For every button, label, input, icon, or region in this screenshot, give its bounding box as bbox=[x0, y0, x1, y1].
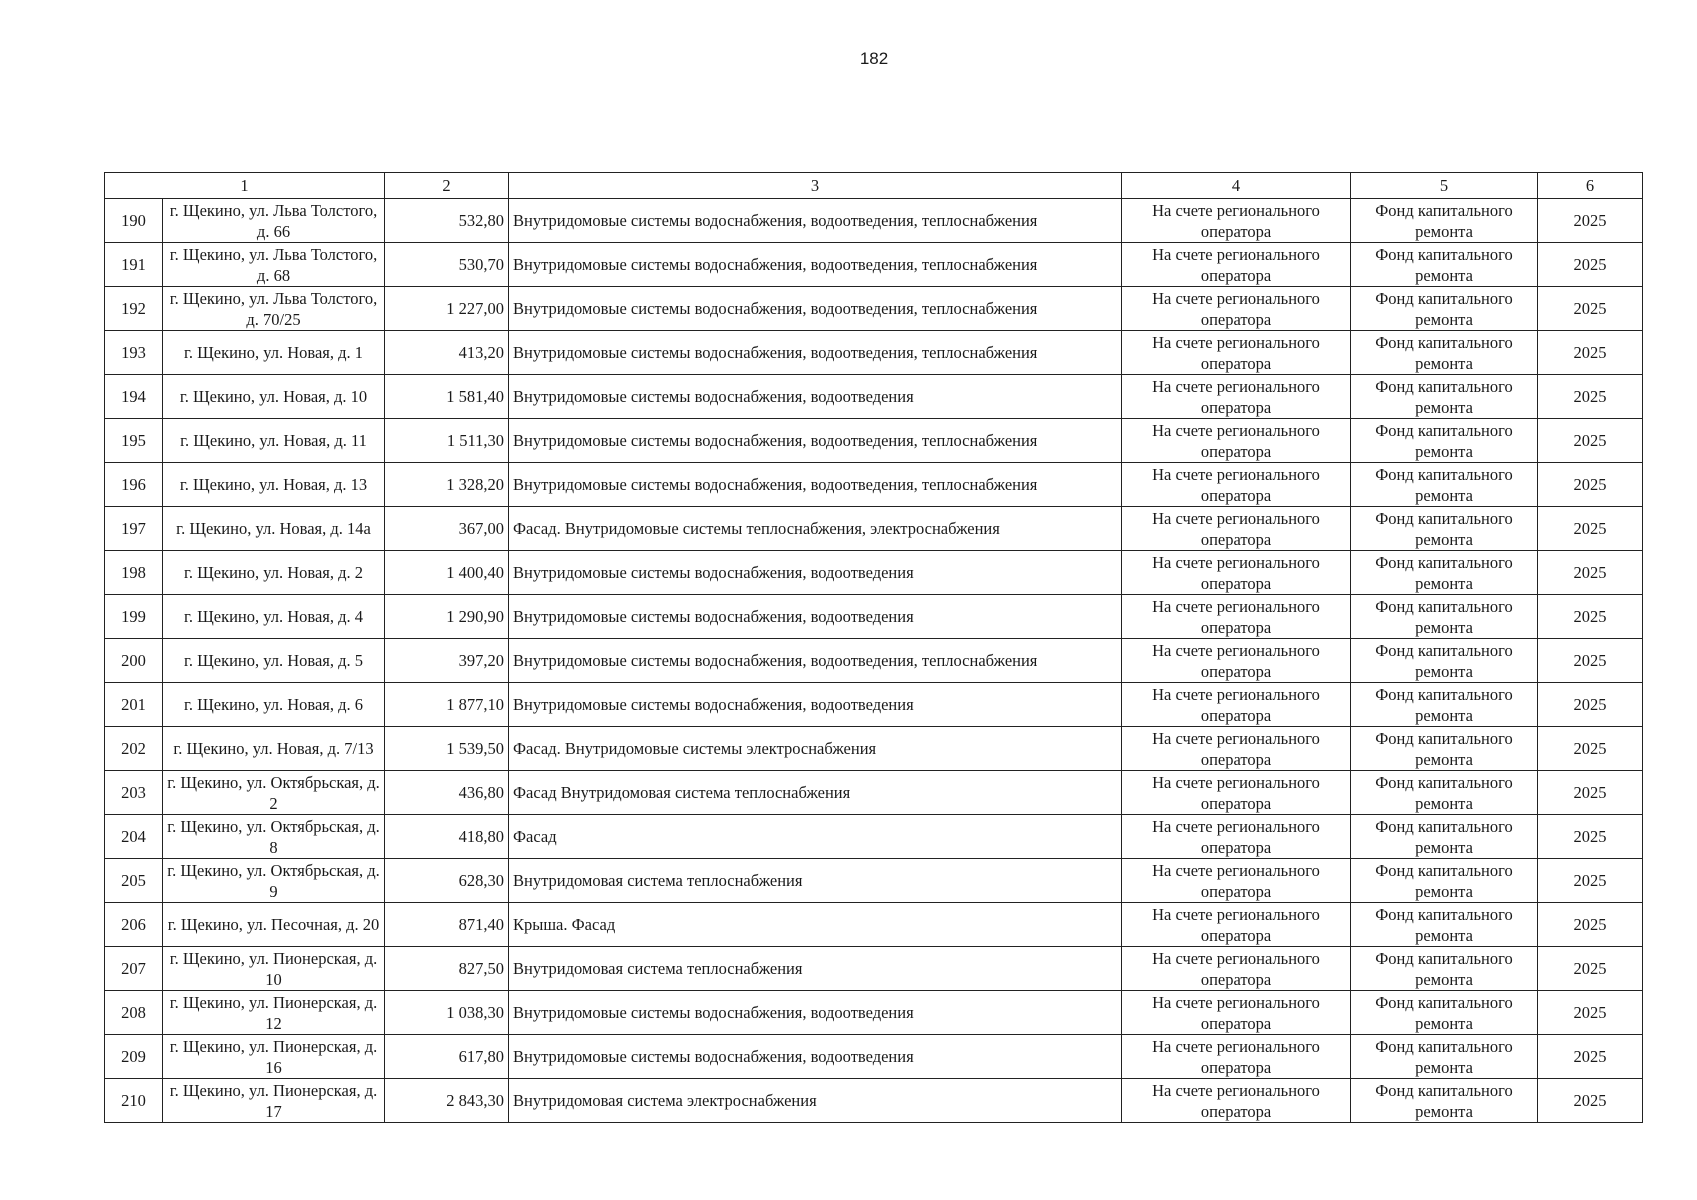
row-number: 208 bbox=[105, 991, 163, 1035]
table-header-row bbox=[105, 173, 1643, 199]
funding-source-cell: Фонд капитального ремонта bbox=[1351, 463, 1538, 507]
account-cell: На счете регионального оператора bbox=[1122, 199, 1351, 243]
funding-source-cell: Фонд капитального ремонта bbox=[1351, 727, 1538, 771]
account-cell: На счете регионального оператора bbox=[1122, 903, 1351, 947]
row-number: 198 bbox=[105, 551, 163, 595]
column-header-3: 3 bbox=[509, 173, 1122, 199]
works-cell: Фасад. Внутридомовые системы теплоснабжения, электроснабжения bbox=[509, 507, 1122, 551]
address-cell: г. Щекино, ул. Песочная, д. 20 bbox=[163, 903, 385, 947]
area-cell: 1 581,40 bbox=[385, 375, 509, 419]
table-row bbox=[105, 287, 1643, 331]
year-cell: 2025 bbox=[1538, 727, 1643, 771]
column-header-2: 2 bbox=[385, 173, 509, 199]
table-row bbox=[105, 991, 1643, 1035]
row-number: 193 bbox=[105, 331, 163, 375]
repair-program-table bbox=[104, 172, 1643, 1123]
table-row bbox=[105, 947, 1643, 991]
funding-source-cell: Фонд капитального ремонта bbox=[1351, 771, 1538, 815]
row-number: 201 bbox=[105, 683, 163, 727]
table-row bbox=[105, 507, 1643, 551]
table-row bbox=[105, 463, 1643, 507]
funding-source-cell: Фонд капитального ремонта bbox=[1351, 551, 1538, 595]
column-header-6: 6 bbox=[1538, 173, 1643, 199]
year-cell: 2025 bbox=[1538, 507, 1643, 551]
works-cell: Внутридомовые системы водоснабжения, водоотведения, теплоснабжения bbox=[509, 331, 1122, 375]
account-cell: На счете регионального оператора bbox=[1122, 639, 1351, 683]
account-cell: На счете регионального оператора bbox=[1122, 419, 1351, 463]
area-cell: 1 877,10 bbox=[385, 683, 509, 727]
works-cell: Фасад bbox=[509, 815, 1122, 859]
row-number: 192 bbox=[105, 287, 163, 331]
address-cell: г. Щекино, ул. Льва Толстого, д. 66 bbox=[163, 199, 385, 243]
table-row bbox=[105, 815, 1643, 859]
address-cell: г. Щекино, ул. Новая, д. 6 bbox=[163, 683, 385, 727]
address-cell: г. Щекино, ул. Октябрьская, д. 2 bbox=[163, 771, 385, 815]
year-cell: 2025 bbox=[1538, 859, 1643, 903]
table-row bbox=[105, 903, 1643, 947]
funding-source-cell: Фонд капитального ремонта bbox=[1351, 903, 1538, 947]
year-cell: 2025 bbox=[1538, 595, 1643, 639]
account-cell: На счете регионального оператора bbox=[1122, 727, 1351, 771]
table-row bbox=[105, 243, 1643, 287]
funding-source-cell: Фонд капитального ремонта bbox=[1351, 639, 1538, 683]
funding-source-cell: Фонд капитального ремонта bbox=[1351, 859, 1538, 903]
row-number: 207 bbox=[105, 947, 163, 991]
table-row bbox=[105, 375, 1643, 419]
row-number: 190 bbox=[105, 199, 163, 243]
row-number: 204 bbox=[105, 815, 163, 859]
year-cell: 2025 bbox=[1538, 771, 1643, 815]
year-cell: 2025 bbox=[1538, 683, 1643, 727]
year-cell: 2025 bbox=[1538, 639, 1643, 683]
account-cell: На счете регионального оператора bbox=[1122, 771, 1351, 815]
page-number: 182 bbox=[859, 49, 889, 68]
account-cell: На счете регионального оператора bbox=[1122, 463, 1351, 507]
table-row bbox=[105, 331, 1643, 375]
address-cell: г. Щекино, ул. Новая, д. 13 bbox=[163, 463, 385, 507]
works-cell: Внутридомовые системы водоснабжения, водоотведения bbox=[509, 551, 1122, 595]
address-cell: г. Щекино, ул. Новая, д. 10 bbox=[163, 375, 385, 419]
year-cell: 2025 bbox=[1538, 463, 1643, 507]
row-number: 196 bbox=[105, 463, 163, 507]
account-cell: На счете регионального оператора bbox=[1122, 595, 1351, 639]
area-cell: 397,20 bbox=[385, 639, 509, 683]
funding-source-cell: Фонд капитального ремонта bbox=[1351, 815, 1538, 859]
address-cell: г. Щекино, ул. Новая, д. 7/13 bbox=[163, 727, 385, 771]
works-cell: Внутридомовая система теплоснабжения bbox=[509, 947, 1122, 991]
account-cell: На счете регионального оператора bbox=[1122, 243, 1351, 287]
funding-source-cell: Фонд капитального ремонта bbox=[1351, 1079, 1538, 1123]
account-cell: На счете регионального оператора bbox=[1122, 947, 1351, 991]
address-cell: г. Щекино, ул. Новая, д. 2 bbox=[163, 551, 385, 595]
works-cell: Внутридомовые системы водоснабжения, водоотведения, теплоснабжения bbox=[509, 287, 1122, 331]
address-cell: г. Щекино, ул. Новая, д. 1 bbox=[163, 331, 385, 375]
area-cell: 1 038,30 bbox=[385, 991, 509, 1035]
account-cell: На счете регионального оператора bbox=[1122, 1079, 1351, 1123]
area-cell: 1 511,30 bbox=[385, 419, 509, 463]
works-cell: Внутридомовая система электроснабжения bbox=[509, 1079, 1122, 1123]
area-cell: 413,20 bbox=[385, 331, 509, 375]
table-row bbox=[105, 1035, 1643, 1079]
area-cell: 530,70 bbox=[385, 243, 509, 287]
funding-source-cell: Фонд капитального ремонта bbox=[1351, 199, 1538, 243]
row-number: 209 bbox=[105, 1035, 163, 1079]
funding-source-cell: Фонд капитального ремонта bbox=[1351, 1035, 1538, 1079]
table-row bbox=[105, 727, 1643, 771]
works-cell: Внутридомовые системы водоснабжения, водоотведения, теплоснабжения bbox=[509, 419, 1122, 463]
year-cell: 2025 bbox=[1538, 1079, 1643, 1123]
works-cell: Внутридомовые системы водоснабжения, водоотведения bbox=[509, 375, 1122, 419]
account-cell: На счете регионального оператора bbox=[1122, 683, 1351, 727]
year-cell: 2025 bbox=[1538, 815, 1643, 859]
row-number: 210 bbox=[105, 1079, 163, 1123]
year-cell: 2025 bbox=[1538, 947, 1643, 991]
area-cell: 2 843,30 bbox=[385, 1079, 509, 1123]
table-row bbox=[105, 639, 1643, 683]
funding-source-cell: Фонд капитального ремонта bbox=[1351, 991, 1538, 1035]
works-cell: Внутридомовые системы водоснабжения, водоотведения bbox=[509, 991, 1122, 1035]
year-cell: 2025 bbox=[1538, 287, 1643, 331]
account-cell: На счете регионального оператора bbox=[1122, 991, 1351, 1035]
column-header-5: 5 bbox=[1351, 173, 1538, 199]
funding-source-cell: Фонд капитального ремонта bbox=[1351, 683, 1538, 727]
address-cell: г. Щекино, ул. Пионерская, д. 10 bbox=[163, 947, 385, 991]
area-cell: 1 400,40 bbox=[385, 551, 509, 595]
table-row bbox=[105, 683, 1643, 727]
account-cell: На счете регионального оператора bbox=[1122, 507, 1351, 551]
works-cell: Внутридомовые системы водоснабжения, водоотведения bbox=[509, 595, 1122, 639]
funding-source-cell: Фонд капитального ремонта bbox=[1351, 287, 1538, 331]
funding-source-cell: Фонд капитального ремонта bbox=[1351, 595, 1538, 639]
row-number: 199 bbox=[105, 595, 163, 639]
address-cell: г. Щекино, ул. Пионерская, д. 17 bbox=[163, 1079, 385, 1123]
year-cell: 2025 bbox=[1538, 243, 1643, 287]
funding-source-cell: Фонд капитального ремонта bbox=[1351, 947, 1538, 991]
area-cell: 827,50 bbox=[385, 947, 509, 991]
table-row bbox=[105, 1079, 1643, 1123]
area-cell: 1 290,90 bbox=[385, 595, 509, 639]
row-number: 202 bbox=[105, 727, 163, 771]
table-row bbox=[105, 595, 1643, 639]
area-cell: 367,00 bbox=[385, 507, 509, 551]
area-cell: 617,80 bbox=[385, 1035, 509, 1079]
address-cell: г. Щекино, ул. Новая, д. 11 bbox=[163, 419, 385, 463]
address-cell: г. Щекино, ул. Октябрьская, д. 9 bbox=[163, 859, 385, 903]
funding-source-cell: Фонд капитального ремонта bbox=[1351, 243, 1538, 287]
year-cell: 2025 bbox=[1538, 331, 1643, 375]
table-row bbox=[105, 551, 1643, 595]
works-cell: Внутридомовые системы водоснабжения, водоотведения bbox=[509, 683, 1122, 727]
area-cell: 1 328,20 bbox=[385, 463, 509, 507]
address-cell: г. Щекино, ул. Пионерская, д. 12 bbox=[163, 991, 385, 1035]
row-number: 197 bbox=[105, 507, 163, 551]
area-cell: 1 539,50 bbox=[385, 727, 509, 771]
funding-source-cell: Фонд капитального ремонта bbox=[1351, 419, 1538, 463]
account-cell: На счете регионального оператора bbox=[1122, 859, 1351, 903]
area-cell: 871,40 bbox=[385, 903, 509, 947]
area-cell: 532,80 bbox=[385, 199, 509, 243]
funding-source-cell: Фонд капитального ремонта bbox=[1351, 375, 1538, 419]
works-cell: Внутридомовые системы водоснабжения, водоотведения, теплоснабжения bbox=[509, 243, 1122, 287]
area-cell: 628,30 bbox=[385, 859, 509, 903]
row-number: 200 bbox=[105, 639, 163, 683]
works-cell: Фасад Внутридомовая система теплоснабжения bbox=[509, 771, 1122, 815]
address-cell: г. Щекино, ул. Новая, д. 4 bbox=[163, 595, 385, 639]
column-header-4: 4 bbox=[1122, 173, 1351, 199]
area-cell: 1 227,00 bbox=[385, 287, 509, 331]
account-cell: На счете регионального оператора bbox=[1122, 287, 1351, 331]
account-cell: На счете регионального оператора bbox=[1122, 375, 1351, 419]
works-cell: Крыша. Фасад bbox=[509, 903, 1122, 947]
year-cell: 2025 bbox=[1538, 1035, 1643, 1079]
row-number: 194 bbox=[105, 375, 163, 419]
address-cell: г. Щекино, ул. Октябрьская, д. 8 bbox=[163, 815, 385, 859]
column-header-1: 1 bbox=[105, 173, 385, 199]
area-cell: 418,80 bbox=[385, 815, 509, 859]
account-cell: На счете регионального оператора bbox=[1122, 815, 1351, 859]
works-cell: Внутридомовые системы водоснабжения, водоотведения, теплоснабжения bbox=[509, 463, 1122, 507]
table-row bbox=[105, 771, 1643, 815]
row-number: 206 bbox=[105, 903, 163, 947]
table-row bbox=[105, 419, 1643, 463]
funding-source-cell: Фонд капитального ремонта bbox=[1351, 331, 1538, 375]
address-cell: г. Щекино, ул. Новая, д. 14а bbox=[163, 507, 385, 551]
works-cell: Фасад. Внутридомовые системы электроснабжения bbox=[509, 727, 1122, 771]
account-cell: На счете регионального оператора bbox=[1122, 1035, 1351, 1079]
year-cell: 2025 bbox=[1538, 375, 1643, 419]
area-cell: 436,80 bbox=[385, 771, 509, 815]
account-cell: На счете регионального оператора bbox=[1122, 551, 1351, 595]
address-cell: г. Щекино, ул. Новая, д. 5 bbox=[163, 639, 385, 683]
works-cell: Внутридомовые системы водоснабжения, водоотведения bbox=[509, 1035, 1122, 1079]
row-number: 203 bbox=[105, 771, 163, 815]
account-cell: На счете регионального оператора bbox=[1122, 331, 1351, 375]
works-cell: Внутридомовая система теплоснабжения bbox=[509, 859, 1122, 903]
works-cell: Внутридомовые системы водоснабжения, водоотведения, теплоснабжения bbox=[509, 199, 1122, 243]
table-row bbox=[105, 199, 1643, 243]
address-cell: г. Щекино, ул. Льва Толстого, д. 70/25 bbox=[163, 287, 385, 331]
row-number: 191 bbox=[105, 243, 163, 287]
year-cell: 2025 bbox=[1538, 903, 1643, 947]
row-number: 205 bbox=[105, 859, 163, 903]
year-cell: 2025 bbox=[1538, 551, 1643, 595]
funding-source-cell: Фонд капитального ремонта bbox=[1351, 507, 1538, 551]
year-cell: 2025 bbox=[1538, 991, 1643, 1035]
address-cell: г. Щекино, ул. Льва Толстого, д. 68 bbox=[163, 243, 385, 287]
address-cell: г. Щекино, ул. Пионерская, д. 16 bbox=[163, 1035, 385, 1079]
year-cell: 2025 bbox=[1538, 419, 1643, 463]
row-number: 195 bbox=[105, 419, 163, 463]
year-cell: 2025 bbox=[1538, 199, 1643, 243]
works-cell: Внутридомовые системы водоснабжения, водоотведения, теплоснабжения bbox=[509, 639, 1122, 683]
table-row bbox=[105, 859, 1643, 903]
